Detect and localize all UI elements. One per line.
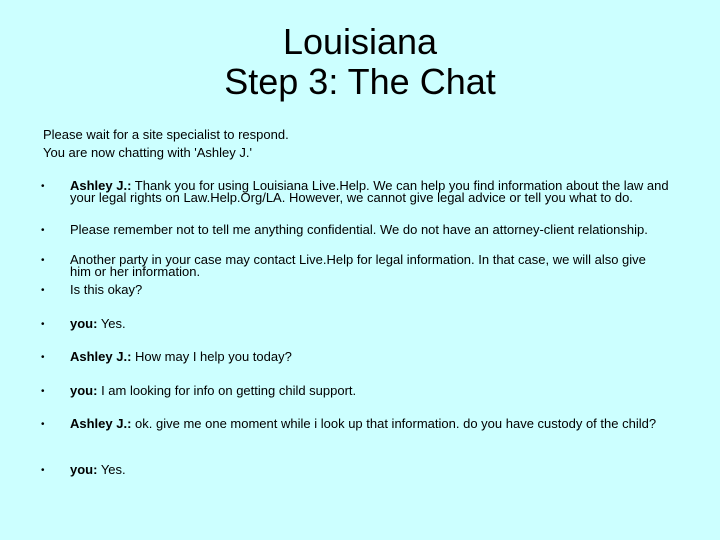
message-body: Yes. (97, 316, 126, 331)
speaker-name: Ashley J.: (70, 349, 132, 364)
message-body: How may I help you today? (131, 349, 292, 364)
message-text (70, 464, 670, 476)
message-body: I am looking for info on getting child support. (97, 383, 357, 398)
message-text (70, 180, 670, 204)
bullet-icon: • (41, 352, 45, 363)
bullet-icon: • (41, 285, 45, 296)
intro-line-2: You are now chatting with 'Ashley J.' (43, 145, 252, 160)
bullet-icon: • (41, 465, 45, 476)
message-body: ok. give me one moment while i look up that information. do you have custody of the child? (131, 416, 657, 431)
message-body: Yes. (97, 462, 126, 477)
bullet-icon: • (41, 386, 45, 397)
message-text (70, 254, 670, 278)
speaker-name: you: (70, 462, 98, 477)
speaker-name: Ashley J.: (70, 416, 132, 431)
bullet-icon: • (41, 181, 45, 192)
speaker-name: you: (70, 316, 98, 331)
speaker-name: you: (70, 383, 98, 398)
title-line-1: Louisiana (282, 21, 438, 62)
message-body: Is this okay? (70, 282, 143, 297)
message-text (70, 224, 670, 236)
bullet-icon: • (41, 319, 45, 330)
message-text (70, 284, 670, 296)
speaker-name: Ashley J.: (70, 178, 132, 193)
message-body: Another party in your case may contact Live.Help for legal information. In that case, we will also give him or her information. (70, 252, 646, 279)
bullet-icon: • (41, 255, 45, 266)
bullet-icon: • (41, 225, 45, 236)
intro-text (43, 126, 683, 162)
message-body: Please remember not to tell me anything confidential. We do not have an attorney-client relationship. (70, 222, 648, 237)
message-text (70, 418, 670, 430)
message-text (70, 385, 670, 397)
bullet-icon: • (41, 419, 45, 430)
slide-title (0, 22, 720, 102)
intro-line-1: Please wait for a site specialist to respond. (43, 127, 289, 142)
message-text (70, 318, 670, 330)
message-text (70, 351, 670, 363)
message-body: Thank you for using Louisiana Live.Help. We can help you find information about the law and your legal rights on Law.Help.Org/LA. However, we cannot give legal advice or tell you what to do. (70, 178, 669, 205)
title-line-2: Step 3: The Chat (224, 61, 496, 102)
